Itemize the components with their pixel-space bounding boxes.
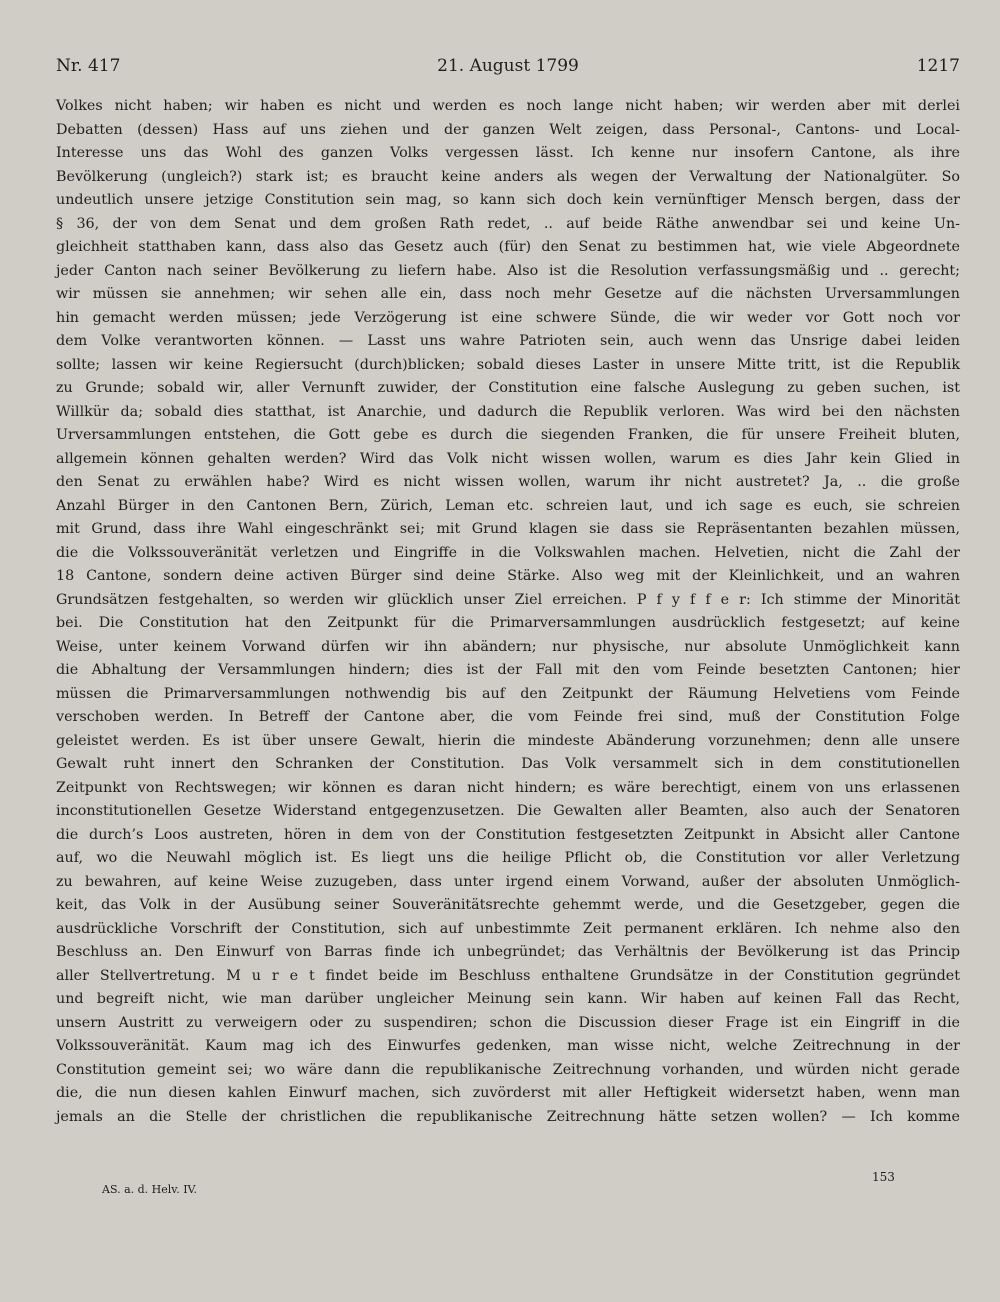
sheet-signature: 153 bbox=[872, 1170, 895, 1184]
text-line: Bevölkerung (ungleich?) stark ist; es braucht keine anders als wegen der Verwaltung der Nationalgüter. So bbox=[56, 168, 960, 185]
text-line: Gewalt ruht innert den Schranken der Constitution. Das Volk versammelt sich in dem constitutionellen bbox=[56, 756, 960, 772]
text-line: inconstitutionellen Gesetze Widerstand entgegenzusetzen. Die Gewalten aller Beamten, also auch der Senatoren bbox=[56, 803, 960, 819]
source-reference: AS. a. d. Helv. IV. bbox=[102, 1183, 198, 1196]
text-line: die durch’s Loos austreten, hören in dem von der Constitution festgesetzten Zeitpunkt in Absicht aller Cantone bbox=[56, 826, 960, 843]
text-line: jemals an die Stelle der christlichen die republikanische Zeitrechnung hätte setzen wollen? — Ich komme bbox=[56, 1108, 960, 1125]
text-line: Debatten (dessen) Hass auf uns ziehen und der ganzen Welt zeigen, dass Personal-, Cantons- und Local- bbox=[56, 121, 960, 138]
text-line: Interesse uns das Wohl des ganzen Volks vergessen lässt. Ich kenne nur insofern Cantone, als ihre bbox=[56, 145, 960, 161]
text-line: die, die nun diesen kahlen Einwurf machen, sich zuvörderst mit aller Heftigkeit widersetzt haben, wenn man bbox=[56, 1085, 960, 1101]
text-line: Volkssouveränität. Kaum mag ich des Einwurfes gedenken, man wisse nicht, welche Zeitrechnung in der bbox=[56, 1038, 960, 1054]
text-line: sollte; lassen wir keine Regiersucht (durch)blicken; sobald dieses Laster in unsere Mitte tritt, ist die Republik bbox=[56, 356, 960, 373]
text-line: bei. Die Constitution hat den Zeitpunkt für die Primarversammlungen ausdrücklich festgesetzt; auf keine bbox=[56, 615, 960, 631]
text-line: müssen die Primarversammlungen nothwendig bis auf den Zeitpunkt der Räumung Helvetiens vom Feinde bbox=[56, 685, 960, 702]
text-line: Willkür da; sobald dies statthat, ist Anarchie, und dadurch die Republik verloren. Was wird bei den nächsten bbox=[56, 403, 960, 420]
text-line: Grundsätzen festgehalten, so werden wir glücklich unser Ziel erreichen. P f y f f e r: Ich stimme der Minorität bbox=[56, 591, 960, 608]
text-line: Urversammlungen entstehen, die Gott gebe es durch die siegenden Franken, die für unsere Freiheit bluten, bbox=[56, 427, 960, 443]
text-line: geleistet werden. Es ist über unsere Gewalt, hierin die mindeste Abänderung vorzunehmen; denn alle unsere bbox=[56, 732, 960, 749]
text-line: keit, das Volk in der Ausübung seiner Souveränitätsrechte gehemmt werde, und die Gesetzgeber, gegen die bbox=[56, 897, 960, 913]
text-line: mit Grund, dass ihre Wahl eingeschränkt sei; mit Grund klagen sie dass sie Repräsentanten bezahlen müssen, bbox=[56, 521, 960, 537]
text-line: unsern Austritt zu verweigern oder zu suspendiren; schon die Discussion dieser Frage ist ein Eingriff in die bbox=[56, 1014, 960, 1031]
text-line: dem Volke verantworten können. — Lasst uns wahre Patrioten sein, auch wenn das Unsrige dabei leiden bbox=[56, 333, 960, 349]
text-line: § 36, der von dem Senat und dem großen Rath redet, .. auf beide Räthe anwendbar sei und keine Un- bbox=[56, 215, 960, 232]
text-line: aller Stellvertretung. M u r e t findet beide im Beschluss enthaltene Grundsätze in der Constitution gegründet bbox=[56, 967, 960, 984]
text-line: wir müssen sie annehmen; wir sehen alle ein, dass noch mehr Gesetze auf die nächsten Urversammlungen bbox=[56, 286, 960, 302]
text-line: die Abhaltung der Versammlungen hindern; dies ist der Fall mit den vom Feinde besetzten Cantonen; hier bbox=[56, 662, 960, 678]
text-line: Zeitpunkt von Rechtswegen; wir können es daran nicht hindern; es wäre berechtigt, einem von uns erlassenen bbox=[56, 779, 960, 796]
text-line: ausdrückliche Vorschrift der Constitution, sich auf unbestimmte Zeit permanent erklären. Ich nehme also den bbox=[56, 920, 960, 937]
document-number: Nr. 417 bbox=[56, 56, 121, 76]
text-line: 18 Cantone, sondern deine activen Bürger sind deine Stärke. Also weg mit der Kleinlichkeit, und an wahren bbox=[56, 568, 960, 584]
text-line: und begreift nicht, wie man darüber ungleicher Meinung sein kann. Wir haben auf keinen Fall das Recht, bbox=[56, 991, 960, 1007]
text-line: den Senat zu erwählen habe? Wird es nicht wissen wollen, warum ihr nicht austretet? Ja, .. die große bbox=[56, 474, 960, 490]
text-line: Constitution gemeint sei; wo wäre dann die republikanische Zeitrechnung vorhanden, und würden nicht gerade bbox=[56, 1061, 960, 1078]
text-line: allgemein können gehalten werden? Wird das Volk nicht wissen wollen, warum es dies Jahr kein Glied in bbox=[56, 450, 960, 467]
page-header bbox=[56, 56, 960, 86]
text-line: verschoben werden. In Betreff der Cantone aber, die vom Feinde frei sind, muß der Constitution Folge bbox=[56, 709, 960, 725]
page-number: 1217 bbox=[916, 56, 960, 76]
text-line: Beschluss an. Den Einwurf von Barras finde ich unbegründet; das Verhältnis der Bevölkerung ist das Princip bbox=[56, 944, 960, 960]
text-line: auf, wo die Neuwahl möglich ist. Es liegt uns die heilige Pflicht ob, die Constitution vor aller Verletzung bbox=[56, 850, 960, 866]
text-line: zu Grunde; sobald wir, aller Vernunft zuwider, der Constitution eine falsche Auslegung zu geben suchen, ist bbox=[56, 380, 960, 396]
text-line: gleichheit statthaben kann, dass also das Gesetz auch (für) den Senat zu bestimmen hat, wie viele Abgeordnete bbox=[56, 239, 960, 255]
text-line: Weise, unter keinem Vorwand dürfen wir ihn abändern; nur physische, nur absolute Unmöglichkeit kann bbox=[56, 638, 960, 655]
text-line: Volkes nicht haben; wir haben es nicht und werden es noch lange nicht haben; wir werden aber mit derlei bbox=[56, 98, 960, 114]
document-date: 21. August 1799 bbox=[437, 56, 579, 76]
body-text bbox=[56, 95, 960, 1129]
text-line: zu bewahren, auf keine Weise zuzugeben, dass unter irgend einem Vorwand, außer der absoluten Unmöglich- bbox=[56, 873, 960, 890]
text-line: Anzahl Bürger in den Cantonen Bern, Zürich, Leman etc. schreien laut, und ich sage es euch, sie schreien bbox=[56, 497, 960, 514]
text-line: jeder Canton nach seiner Bevölkerung zu liefern habe. Also ist die Resolution verfassungsmäßig und .. gerecht; bbox=[56, 262, 960, 279]
text-line: hin gemacht werden müssen; jede Verzögerung ist eine schwere Sünde, die wir weder vor Gott noch vor bbox=[56, 309, 960, 326]
text-line: undeutlich unsere jetzige Constitution sein mag, so kann sich doch kein vernünftiger Mensch bergen, dass der bbox=[56, 192, 960, 208]
text-line: die die Volkssouveränität verletzen und Eingriffe in die Volkswahlen machen. Helvetien, nicht die Zahl der bbox=[56, 544, 960, 561]
